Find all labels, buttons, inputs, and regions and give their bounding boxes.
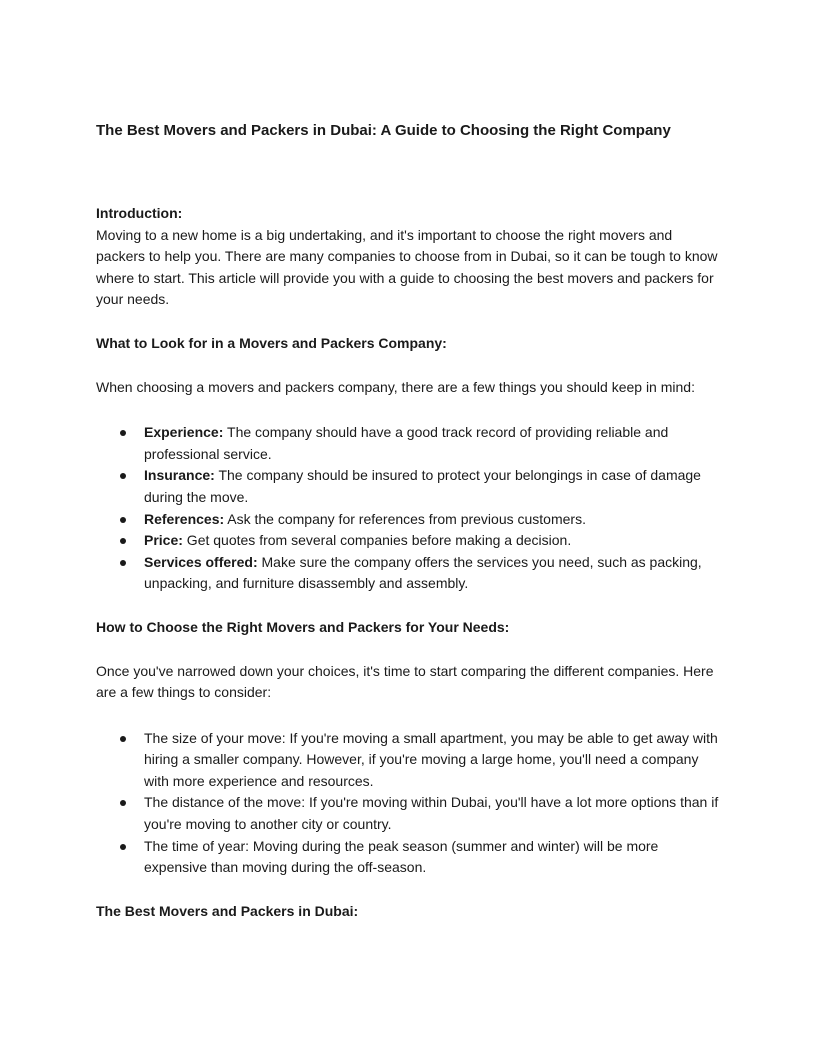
item-text: Ask the company for references from previous customers. [224, 510, 586, 527]
criteria-paragraph: When choosing a movers and packers company, there are a few things you should keep in mind: [96, 378, 695, 395]
bullet-icon [120, 800, 126, 806]
intro-section [96, 203, 720, 311]
item-text: The size of your move: If you're moving a small apartment, you may be able to get away with hiring a smaller company. However, if you're moving a large home, you'll need a company with more experience and resources. [144, 729, 718, 789]
choosing-heading: How to Choose the Right Movers and Packers for Your Needs: [96, 618, 510, 635]
best-movers-heading: The Best Movers and Packers in Dubai: [96, 902, 359, 919]
item-label: Insurance: [144, 467, 215, 484]
item-text: The company should have a good track record of providing reliable and professional service. [144, 424, 669, 462]
intro-heading: Introduction: [96, 205, 183, 221]
list-item [96, 530, 720, 552]
item-label: References: [144, 510, 225, 527]
bullet-icon [120, 736, 126, 742]
list-item [96, 422, 720, 465]
bullet-icon [120, 844, 126, 850]
criteria-list [96, 422, 720, 595]
list-item [96, 836, 720, 879]
item-text: Make sure the company offers the services you need, such as packing, unpacking, and furniture disassembly and assembly. [144, 553, 702, 592]
list-item [96, 465, 720, 508]
item-text: The time of year: Moving during the peak season (summer and winter) will be more expensive than moving during the off-season. [144, 837, 659, 876]
criteria-section [96, 333, 720, 595]
bullet-icon [120, 560, 126, 566]
best-movers-section [96, 901, 720, 923]
list-item [96, 509, 720, 531]
document-title: The Best Movers and Packers in Dubai: A Guide to Choosing the Right Company [96, 122, 671, 139]
bullet-icon [120, 473, 126, 479]
item-text: The distance of the move: If you're moving within Dubai, you'll have a lot more options than if you're moving to another city or country. [144, 794, 719, 833]
list-item [96, 552, 720, 595]
considerations-list [96, 728, 720, 879]
item-text: Get quotes from several companies before making a decision. [182, 532, 572, 549]
item-label: Services offered: [144, 553, 258, 570]
bullet-icon [120, 517, 126, 523]
item-text: The company should be insured to protect your belongings in case of damage during the move. [144, 467, 701, 505]
criteria-heading: What to Look for in a Movers and Packers Company: [96, 334, 447, 351]
intro-paragraph: Moving to a new home is a big undertaking, and it's important to choose the right movers and packers to help you. There are many companies to choose from in Dubai, so it can be tough to know where to start. This article will provide you with a guide to choosing the best movers and packers for your needs. [96, 226, 718, 308]
list-item [96, 792, 720, 835]
bullet-icon [120, 430, 126, 436]
item-label: Price: [144, 532, 183, 549]
choosing-section [96, 617, 720, 879]
item-label: Experience: [144, 424, 224, 441]
list-item [96, 728, 720, 793]
document-page [96, 120, 720, 922]
bullet-icon [120, 538, 126, 544]
choosing-paragraph: Once you've narrowed down your choices, it's time to start comparing the different companies. Here are a few things to consider: [96, 662, 714, 701]
